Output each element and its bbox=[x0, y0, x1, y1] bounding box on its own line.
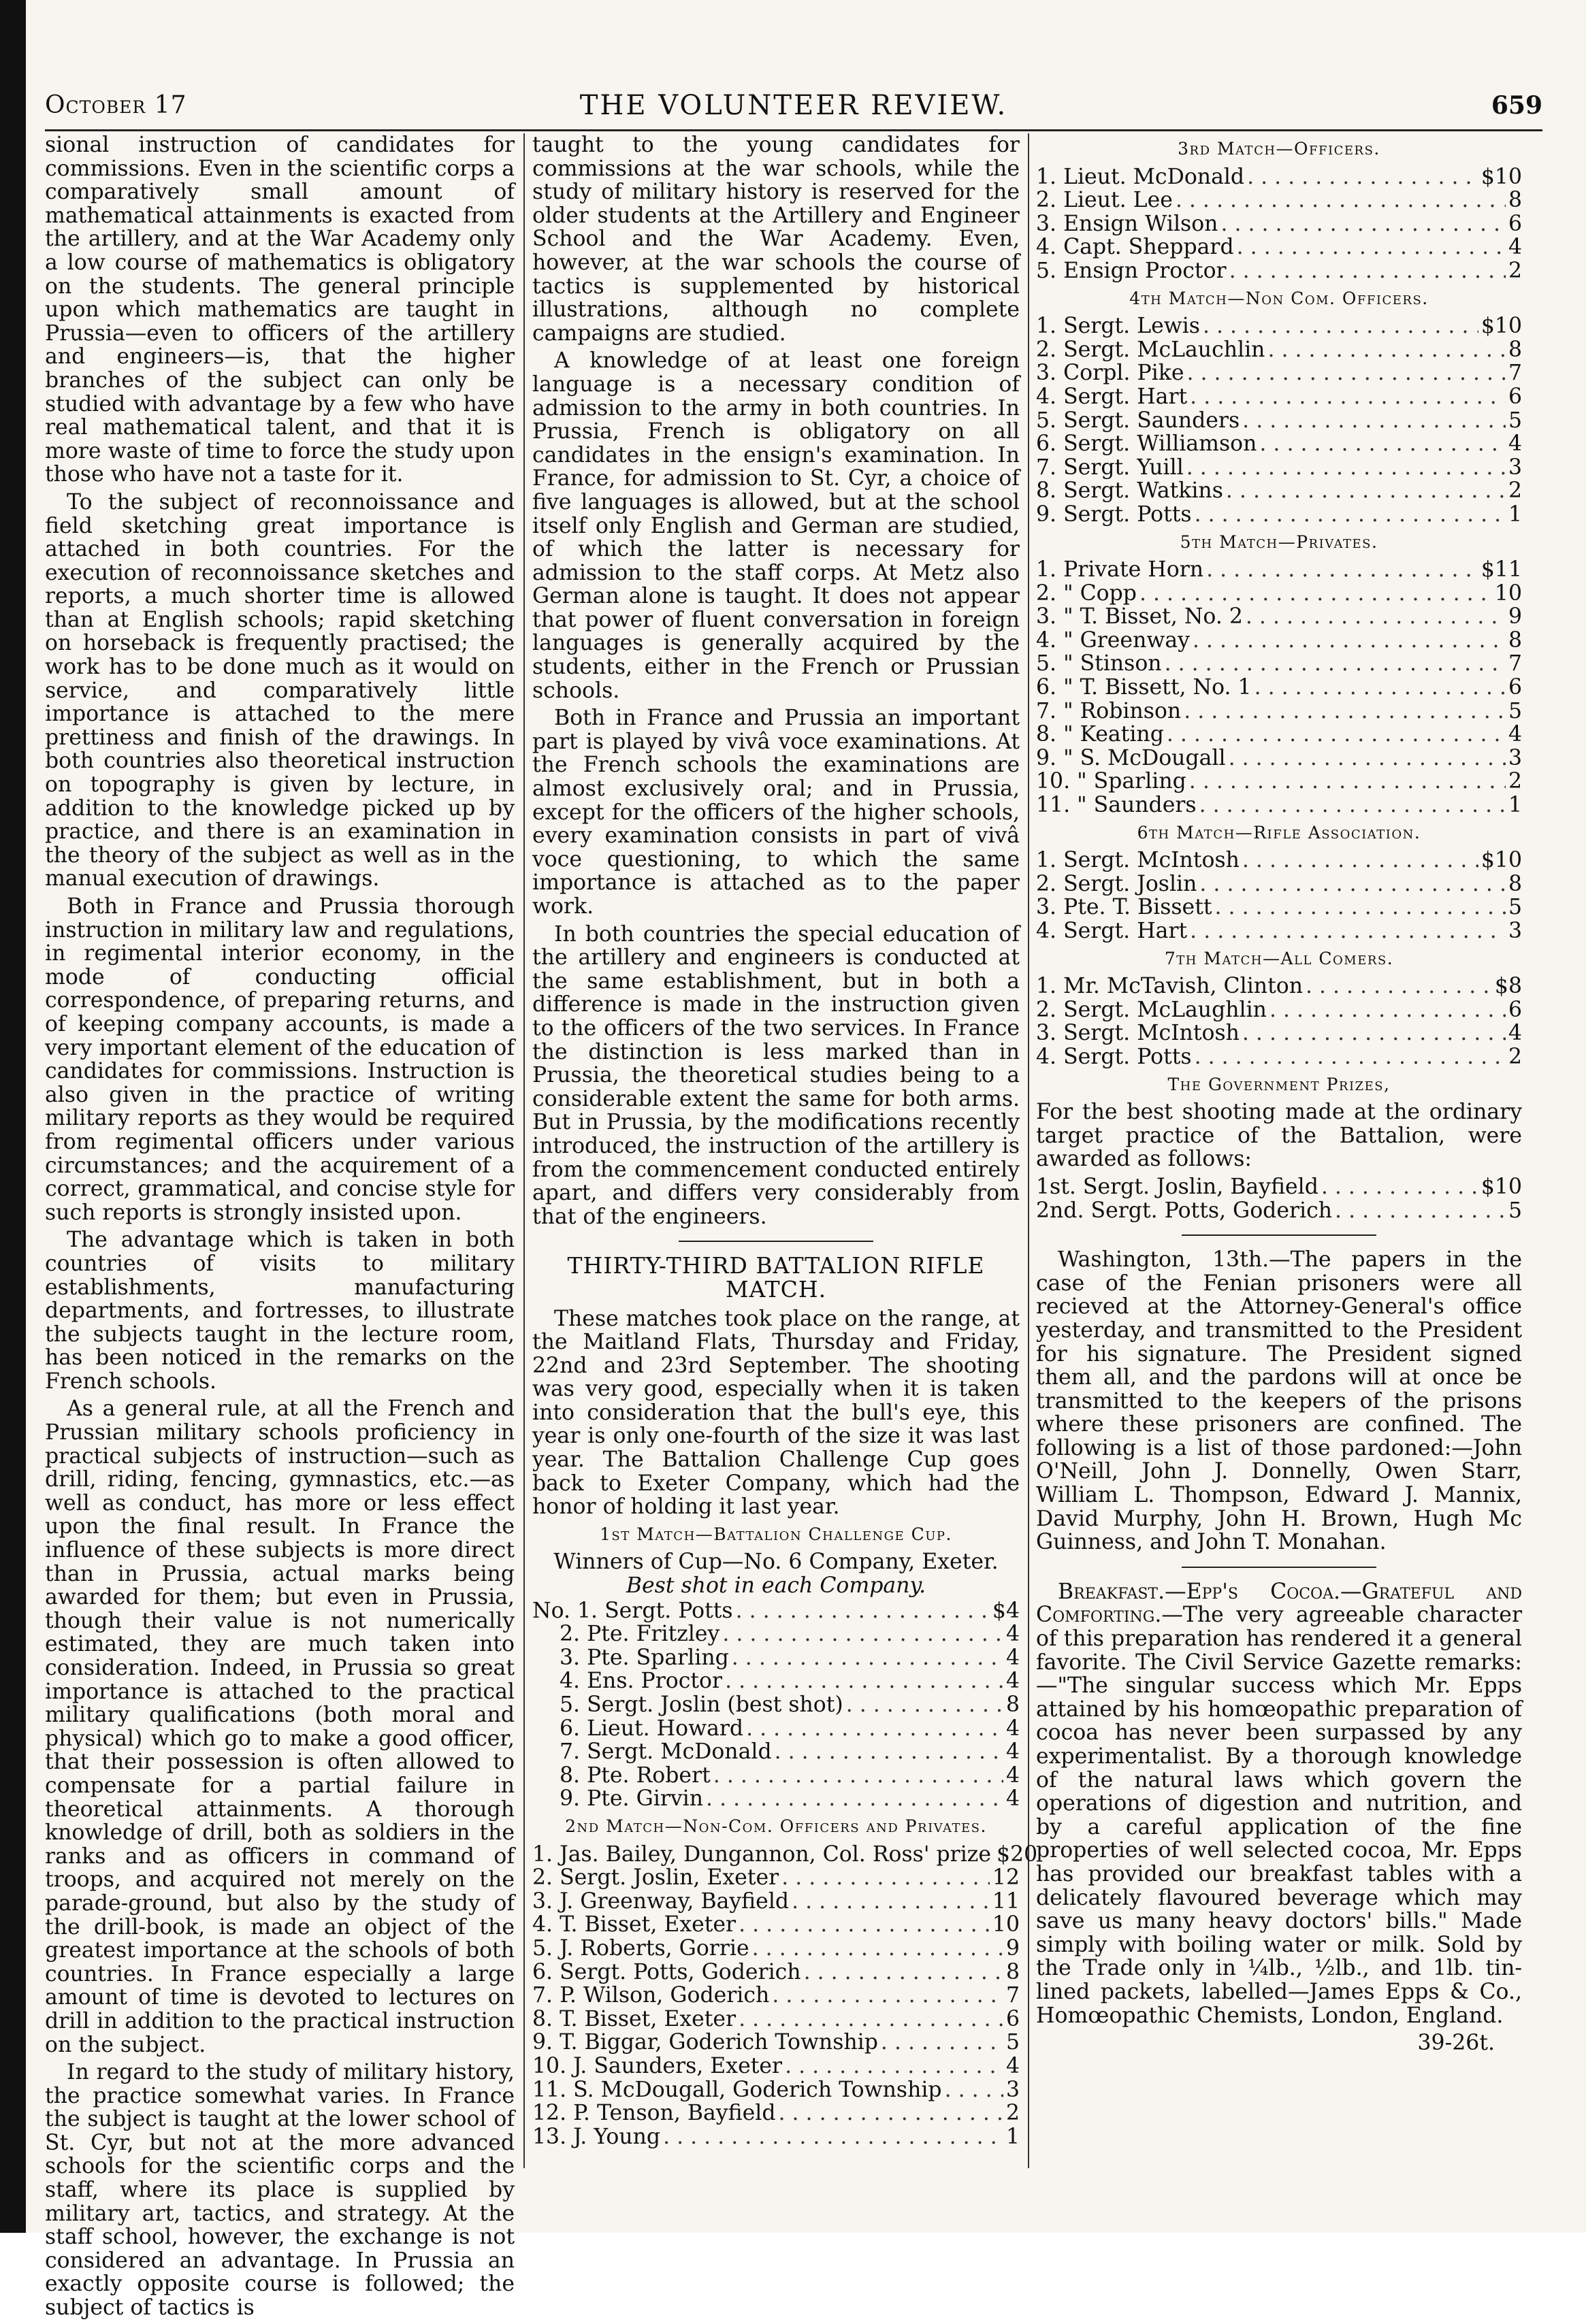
match-3-results bbox=[1036, 165, 1522, 283]
prize-amount: 4 bbox=[1005, 1786, 1020, 1812]
match-5-title: 5th Match—Privates. bbox=[1180, 531, 1378, 552]
competitor-name: 4. Sergt. Hart bbox=[1036, 384, 1188, 409]
match-3-title: 3rd Match—Officers. bbox=[1178, 139, 1380, 159]
header-title: THE VOLUNTEER REVIEW. bbox=[579, 90, 1008, 121]
prize-amount: 7 bbox=[1508, 361, 1522, 386]
prize-amount: 9 bbox=[1005, 1935, 1020, 1961]
result-row bbox=[532, 1937, 1020, 1961]
competitor-name: 6. " T. Bissett, No. 1 bbox=[1036, 675, 1252, 700]
competitor-name: 4. Sergt. Hart bbox=[1036, 919, 1188, 943]
result-row bbox=[532, 1693, 1020, 1717]
article-paragraph: In both countries the special education of the artillery and engineers is conducted at the same establishment, but in both a difference is made in the instruction given to the officers of the two services. In France the distinction is less marked than in Prussia, the theoretical studies being to a considerable extent the same for both arms. But in Prussia, by the modifications recently introduced, the instruction of the artillery is from the commencement conducted entirely apart, and differs very considerably from that of the engineers. bbox=[532, 921, 1020, 1229]
prize-amount: 6 bbox=[1508, 675, 1522, 700]
leader-dots bbox=[1247, 165, 1478, 189]
result-row bbox=[532, 1764, 1020, 1788]
competitor-name: 6. Lieut. Howard bbox=[560, 1716, 744, 1741]
leader-dots bbox=[1226, 479, 1506, 503]
leader-dots bbox=[1242, 409, 1506, 433]
competitor-name: 2. Sergt. McLaughlin bbox=[1036, 997, 1267, 1022]
competitor-name: 1st. Sergt. Joslin, Bayfield bbox=[1036, 1174, 1318, 1199]
leader-dots bbox=[1255, 676, 1506, 700]
leader-dots bbox=[1139, 582, 1492, 606]
result-row bbox=[1036, 872, 1522, 896]
section-divider bbox=[1182, 1234, 1376, 1236]
match-1-results bbox=[532, 1599, 1020, 1811]
leader-dots bbox=[1186, 456, 1506, 480]
competitor-name: 3. Pte. T. Bissett bbox=[1036, 895, 1212, 920]
competitor-name: 1. Mr. McTavish, Clinton bbox=[1036, 974, 1303, 999]
competitor-name: 3. Pte. Sparling bbox=[560, 1645, 729, 1670]
prize-amount: 8 bbox=[1005, 1959, 1020, 1984]
leader-dots bbox=[736, 1599, 990, 1623]
competitor-name: 6. Sergt. Williamson bbox=[1036, 431, 1257, 457]
result-row bbox=[1036, 896, 1522, 919]
competitor-name: 4. T. Bisset, Exeter bbox=[532, 1912, 737, 1937]
prize-amount: 7 bbox=[1005, 1983, 1020, 2008]
competitor-name: 5. Sergt. Saunders bbox=[1036, 408, 1240, 433]
leader-dots bbox=[1189, 770, 1506, 793]
leader-dots bbox=[713, 1764, 1003, 1788]
result-row bbox=[1036, 849, 1522, 872]
competitor-name: 5. " Stinson bbox=[1036, 651, 1162, 676]
prize-amount: 5 bbox=[1508, 895, 1522, 920]
competitor-name: 7. Sergt. Yuill bbox=[1036, 455, 1184, 480]
match-6-title: 6th Match—Rifle Association. bbox=[1137, 822, 1421, 842]
result-row bbox=[1036, 770, 1522, 793]
prize-amount: 2 bbox=[1508, 258, 1522, 283]
scan-edge bbox=[0, 0, 26, 2233]
leader-dots bbox=[1190, 919, 1506, 943]
leader-dots bbox=[781, 1866, 990, 1890]
result-row bbox=[1036, 558, 1522, 582]
leader-dots bbox=[706, 1787, 1003, 1811]
competitor-name: 9. Sergt. Potts bbox=[1036, 502, 1192, 527]
leader-dots bbox=[1167, 723, 1506, 747]
article-paragraph: sional instruction of candidates for commissions. Even in the scientific corps a comparatively small amount of mathematical attainments is exacted from the artillery, and at the War Academy only a low course of mathematics is obligatory on the students. The general principle upon which mathematics are taught in Prussia—even to officers of the artillery and engineers—is, that the higher branches of the subject can only be studied with advantage by a few who have real mathematical talent, and that it is more waste of time to force the study upon those who have not a taste for it. bbox=[45, 133, 515, 487]
prize-amount: 4 bbox=[1005, 1739, 1020, 1765]
result-row bbox=[1036, 189, 1522, 212]
prize-amount: 8 bbox=[1005, 1692, 1020, 1717]
result-row bbox=[1036, 793, 1522, 817]
prize-amount: 2 bbox=[1508, 478, 1522, 504]
result-row bbox=[1036, 582, 1522, 606]
competitor-name: 5. J. Roberts, Gorrie bbox=[532, 1935, 749, 1961]
competitor-name: 7. P. Wilson, Goderich bbox=[532, 1983, 770, 2008]
competitor-name: 7. Sergt. McDonald bbox=[560, 1739, 772, 1765]
result-row bbox=[532, 2008, 1020, 2031]
prize-amount: 8 bbox=[1508, 871, 1522, 896]
result-row bbox=[532, 1622, 1020, 1646]
prize-amount: 5 bbox=[1508, 1198, 1522, 1223]
leader-dots bbox=[1186, 361, 1505, 385]
competitor-name: 2. Sergt. Joslin bbox=[1036, 871, 1197, 896]
prize-amount: 8 bbox=[1508, 337, 1522, 362]
result-row bbox=[532, 1961, 1020, 1984]
section-divider bbox=[1182, 1567, 1376, 1568]
leader-dots bbox=[1206, 558, 1478, 582]
prize-amount: 4 bbox=[1005, 2053, 1020, 2078]
match-7-results bbox=[1036, 975, 1522, 1068]
leader-dots bbox=[1237, 235, 1506, 259]
prize-amount: 5 bbox=[1005, 2030, 1020, 2055]
competitor-name: 2. Pte. Fritzley bbox=[560, 1622, 720, 1647]
leader-dots bbox=[779, 2101, 1003, 2125]
leader-dots bbox=[1176, 189, 1506, 212]
leader-dots bbox=[1259, 432, 1506, 456]
leader-dots bbox=[1242, 849, 1478, 872]
washington-news: Washington, 13th.—The papers in the case of the Fenian prisoners were all recieved at the Attorney-General's office yesterday, and transmitted to the President for his signature. The President signed them all, and the pardons will at once be transmitted to the keepers of the prisons where these prisoners are confined. The following is a list of those pardoned:—John O'Neill, John J. Donnelly, Owen Starr, William L. Thompson, Edward J. Mannix, David Murphy, John H. Brown, Hugh Mc Guinness, and John T. Monahan. bbox=[1036, 1247, 1522, 1555]
leader-dots bbox=[1335, 1199, 1506, 1223]
prize-amount: 4 bbox=[1508, 722, 1522, 747]
page-header bbox=[45, 87, 1542, 131]
article-paragraph: Both in France and Prussia thorough instruction in military law and regulations, in regimental interior economy, in the mode of conducting official correspondence, of preparing returns, and of keeping company accounts, is made a very important element of the education of candidates for commissions. Instruction is also given in the practice of writing military reports as they would be required from regimental officers under various circumstances; and the acquirement of a correct, grammatical, and concise style for such reports is strongly insisted upon. bbox=[45, 894, 515, 1225]
match-intro: These matches took place on the range, at the Maitland Flats, Thursday and Friday, 22nd and 23rd September. The shooting was very good, especially when it is taken into consideration that the bull's eye, this year is only one-fourth of the size it was last year. The Battalion Challenge Cup goes back to Exeter Company, which had the honor of holding it last year. bbox=[532, 1306, 1020, 1520]
prize-amount: 10 bbox=[1494, 580, 1522, 606]
leader-dots bbox=[752, 1937, 1003, 1961]
competitor-name: 4. Ens. Proctor bbox=[560, 1669, 723, 1694]
result-row bbox=[1036, 919, 1522, 943]
article-paragraph: A knowledge of at least one foreign language is a necessary condition of admission to the army in both countries. In Prussia, French is obligatory on all candidates in the ensign's examination. In France, for admission to St. Cyr, a choice of five languages is allowed, but at the school itself only English and German are studied, of which the latter is necessary for admission to the staff corps. At Metz also German alone is taught. It does not appear that power of fluent conversation in foreign languages is generally acquired by the students, either in the French or Prussian schools. bbox=[532, 348, 1020, 703]
prize-amount: 2 bbox=[1508, 1044, 1522, 1069]
result-row bbox=[532, 2078, 1020, 2102]
leader-dots bbox=[1246, 605, 1506, 629]
leader-dots bbox=[1199, 793, 1506, 817]
result-row bbox=[532, 1842, 1038, 1867]
competitor-name: 3. Corpl. Pike bbox=[1036, 361, 1184, 386]
prize-amount: 8 bbox=[1508, 188, 1522, 213]
result-row bbox=[1036, 998, 1522, 1022]
competitor-name: 7. " Robinson bbox=[1036, 698, 1182, 723]
result-row bbox=[1036, 165, 1522, 189]
result-row bbox=[532, 1890, 1020, 1914]
cocoa-advertisement bbox=[1036, 1580, 1522, 2027]
government-prizes-intro: For the best shooting made at the ordinary target practice of the Battalion, were awarded as follows: bbox=[1036, 1100, 1522, 1172]
competitor-name: 9. " S. McDougall bbox=[1036, 745, 1226, 770]
leader-dots bbox=[804, 1961, 1003, 1984]
prize-amount: 3 bbox=[1508, 455, 1522, 480]
section-divider bbox=[679, 1241, 873, 1242]
leader-dots bbox=[1229, 259, 1506, 283]
result-row bbox=[1036, 676, 1522, 700]
prize-amount: $10 bbox=[1480, 848, 1522, 873]
leader-dots bbox=[1242, 1021, 1506, 1045]
prize-amount: 1 bbox=[1005, 2124, 1020, 2149]
prize-amount: 10 bbox=[992, 1912, 1020, 1937]
leader-dots bbox=[1269, 998, 1506, 1022]
leader-dots bbox=[1199, 872, 1506, 896]
column-1 bbox=[45, 133, 515, 2324]
result-row bbox=[1036, 1175, 1522, 1199]
competitor-name: 3. Sergt. McIntosh bbox=[1036, 1021, 1240, 1046]
leader-dots bbox=[1190, 385, 1506, 409]
leader-dots bbox=[1193, 629, 1506, 653]
competitor-name: 12. P. Tenson, Bayfield bbox=[532, 2101, 776, 2126]
prize-amount: 6 bbox=[1508, 384, 1522, 409]
result-row bbox=[1036, 385, 1522, 409]
prize-amount: 4 bbox=[1005, 1716, 1020, 1741]
leader-dots bbox=[739, 2008, 1003, 2031]
result-row bbox=[1036, 605, 1522, 629]
prize-amount: 6 bbox=[1508, 997, 1522, 1022]
competitor-name: 2nd. Sergt. Potts, Goderich bbox=[1036, 1198, 1333, 1223]
leader-dots bbox=[663, 2125, 1003, 2149]
result-row bbox=[1036, 432, 1522, 456]
column-2 bbox=[532, 133, 1038, 2153]
result-row bbox=[532, 1913, 1020, 1937]
prize-amount: 5 bbox=[1508, 698, 1522, 723]
result-row bbox=[1036, 629, 1522, 653]
competitor-name: 3. Ensign Wilson bbox=[1036, 211, 1218, 236]
match-4-title: 4th Match—Non Com. Officers. bbox=[1129, 288, 1429, 308]
competitor-name: 6. Sergt. Potts, Goderich bbox=[532, 1959, 801, 1984]
competitor-name: 11. S. McDougall, Goderich Township bbox=[532, 2077, 942, 2102]
competitor-name: 11. " Saunders bbox=[1036, 793, 1197, 818]
competitor-name: 1. Private Horn bbox=[1036, 557, 1204, 583]
prize-amount: $10 bbox=[1480, 1174, 1522, 1199]
prize-amount: 6 bbox=[1005, 2006, 1020, 2031]
prize-amount: 1 bbox=[1508, 793, 1522, 818]
prize-amount: 4 bbox=[1508, 431, 1522, 457]
result-row bbox=[532, 2125, 1020, 2149]
prize-amount: 3 bbox=[1508, 745, 1522, 770]
prize-amount: $20 bbox=[997, 1842, 1038, 1867]
leader-dots bbox=[1229, 747, 1506, 770]
result-row bbox=[1036, 212, 1522, 236]
result-row bbox=[532, 1787, 1020, 1811]
competitor-name: 2. Sergt. Joslin, Exeter bbox=[532, 1865, 779, 1891]
result-row bbox=[1036, 975, 1522, 998]
advert-lead: Breakfast.—Epp's Cocoa.—Grateful and Comforting. bbox=[1036, 1579, 1522, 1628]
result-row bbox=[1036, 723, 1522, 747]
prize-amount: $4 bbox=[992, 1598, 1020, 1623]
leader-dots bbox=[772, 1984, 1003, 2008]
government-prizes-results bbox=[1036, 1175, 1522, 1222]
prize-amount: $8 bbox=[1494, 974, 1522, 999]
result-row bbox=[1036, 235, 1522, 259]
result-row bbox=[1036, 700, 1522, 723]
leader-dots bbox=[945, 2078, 1003, 2102]
competitor-name: 13. J. Young bbox=[532, 2124, 661, 2149]
competitor-name: 8. Pte. Robert bbox=[560, 1763, 711, 1788]
prize-amount: 11 bbox=[992, 1888, 1020, 1914]
competitor-name: 2. Sergt. McLauchlin bbox=[1036, 337, 1265, 362]
result-row bbox=[532, 1740, 1020, 1764]
result-row bbox=[532, 2031, 1020, 2055]
prize-amount: 2 bbox=[1508, 769, 1522, 794]
result-row bbox=[1036, 361, 1522, 385]
competitor-name: 4. " Greenway bbox=[1036, 627, 1190, 653]
government-prizes-title: The Government Prizes, bbox=[1167, 1074, 1391, 1094]
competitor-name: 8. T. Bisset, Exeter bbox=[532, 2006, 737, 2031]
prize-amount: 6 bbox=[1508, 211, 1522, 236]
competitor-name: 8. " Keating bbox=[1036, 722, 1164, 747]
match-1-note: Best shot in each Company. bbox=[626, 1573, 926, 1599]
prize-amount: 8 bbox=[1508, 627, 1522, 653]
match-2-title: 2nd Match—Non-Com. Officers and Privates. bbox=[565, 1816, 987, 1836]
column-3 bbox=[1036, 133, 1522, 2055]
prize-amount: 2 bbox=[1005, 2101, 1020, 2126]
competitor-name: No. 1. Sergt. Potts bbox=[532, 1598, 733, 1623]
competitor-name: 9. T. Biggar, Goderich Township bbox=[532, 2030, 878, 2055]
result-row bbox=[1036, 747, 1522, 770]
competitor-name: 10. J. Saunders, Exeter bbox=[532, 2053, 783, 2078]
article-paragraph: Both in France and Prussia an important part is played by vivâ voce examinations. At the French schools the examinations are almost exclusively oral; and in Prussia, except for the officers of the higher schools, every examination consists in part of vivâ voce questioning, to which the same importance is attached as to the paper work. bbox=[532, 706, 1020, 919]
article-paragraph: The advantage which is taken in both countries of visits to military establishments, manufacturing departments, and fortresses, to illustrate the subjects taught in the lecture room, has been noticed in the remarks on the French schools. bbox=[45, 1228, 515, 1394]
prize-amount: 4 bbox=[1508, 1021, 1522, 1046]
match-6-results bbox=[1036, 849, 1522, 943]
leader-dots bbox=[722, 1622, 1003, 1646]
leader-dots bbox=[1220, 212, 1506, 236]
header-page-number: 659 bbox=[1491, 91, 1542, 120]
article-paragraph: As a general rule, at all the French and Prussian military schools proficiency in practical subjects of instruction—such as drill, riding, fencing, gymnastics, etc.—as well as conduct, has more or less effect upon the final result. In France the influence of these subjects is more direct than in Prussia, actual marks being awarded for them; but even in Prussia, though their value is not numerically estimated, they are much taken into consideration. Indeed, in Prussia so great importance is attached to the practical military qualifications (both moral and physical) which go to make a good officer, that their possession is often allowed to compensate for a partial failure in theoretical attainments. A thorough knowledge of drill, both as soldiers in the ranks and as officers in command of troops, and acquired not merely on the parade-ground, but also by the study of the drill-book, is made an object of the greatest importance at the schools of both countries. In France especially a large amount of time is devoted to lectures on drill in addition to the practical instruction on the subject. bbox=[45, 1396, 515, 2057]
prize-amount: 4 bbox=[1005, 1645, 1020, 1670]
match-7-title: 7th Match—All Comers. bbox=[1164, 948, 1394, 968]
competitor-name: 4. Sergt. Potts bbox=[1036, 1044, 1192, 1069]
leader-dots bbox=[725, 1669, 1003, 1693]
result-row bbox=[1036, 456, 1522, 480]
competitor-name: 1. Lieut. McDonald bbox=[1036, 164, 1245, 189]
competitor-name: 10. " Sparling bbox=[1036, 769, 1186, 794]
result-row bbox=[532, 1599, 1020, 1623]
match-2-results bbox=[532, 1842, 1038, 2149]
result-row bbox=[532, 2055, 1020, 2078]
competitor-name: 1. Jas. Bailey, Dungannon, Col. Ross' prize bbox=[532, 1842, 992, 1867]
result-row bbox=[532, 1669, 1020, 1693]
header-date: October 17 bbox=[45, 91, 187, 119]
prize-amount: 5 bbox=[1508, 408, 1522, 433]
match-4-results bbox=[1036, 314, 1522, 526]
result-row bbox=[1036, 314, 1522, 338]
advert-id: 39-26t. bbox=[1417, 2031, 1495, 2056]
competitor-name: 2. " Copp bbox=[1036, 580, 1137, 606]
competitor-name: 1. Sergt. Lewis bbox=[1036, 314, 1200, 339]
prize-amount: 3 bbox=[1508, 919, 1522, 943]
competitor-name: 4. Capt. Sheppard bbox=[1036, 235, 1234, 260]
result-row bbox=[1036, 1199, 1522, 1223]
competitor-name: 2. Lieut. Lee bbox=[1036, 188, 1173, 213]
prize-amount: 1 bbox=[1508, 502, 1522, 527]
leader-dots bbox=[732, 1646, 1003, 1670]
result-row bbox=[532, 2101, 1020, 2125]
leader-dots bbox=[846, 1693, 1003, 1717]
prize-amount: 4 bbox=[1005, 1622, 1020, 1647]
match-title: THIRTY-THIRD BATTALION RIFLE MATCH. bbox=[567, 1252, 985, 1303]
advert-body: —The very agreeable character of this preparation has rendered it a general favorite. The Civil Service Gazette remarks:—"The singular success which Mr. Epps attained by his homœopathic preparation of cocoa has never been surpassed by any experimentalist. By a thorough knowledge of the natural laws which govern the operations of digestion and nutrition, and by a careful application of the fine properties of well selected cocoa, Mr. Epps has provided our breakfast tables with a delicately flavoured beverage which may save us many heavy doctors' bills." Made simply with boiling water or milk. Sold by the Trade only in ¼lb., ½lb., and 1lb. tin-lined packets, labelled—James Epps & Co., Homœopathic Chemists, London, England. bbox=[1036, 1603, 1522, 2028]
result-row bbox=[1036, 1021, 1522, 1045]
result-row bbox=[532, 1866, 1020, 1890]
leader-dots bbox=[1195, 1045, 1506, 1069]
competitor-name: 5. Ensign Proctor bbox=[1036, 258, 1227, 283]
column-rule bbox=[523, 133, 525, 2168]
leader-dots bbox=[792, 1890, 990, 1914]
competitor-name: 9. Pte. Girvin bbox=[560, 1786, 704, 1812]
result-row bbox=[1036, 259, 1522, 283]
prize-amount: 12 bbox=[992, 1865, 1020, 1891]
result-row bbox=[1036, 652, 1522, 676]
article-paragraph: taught to the young candidates for commissions at the war schools, while the study of military history is reserved for the older students at the Artillery and Engineer School and the War Academy. Even, however, at the war schools the course of tactics is supplemented by historical illustrations, although no complete campaigns are studied. bbox=[532, 133, 1020, 346]
result-row bbox=[1036, 338, 1522, 362]
leader-dots bbox=[739, 1913, 990, 1937]
result-row bbox=[1036, 1045, 1522, 1069]
prize-amount: 4 bbox=[1005, 1763, 1020, 1788]
leader-dots bbox=[775, 1740, 1003, 1764]
result-row bbox=[532, 1984, 1020, 2008]
leader-dots bbox=[1306, 975, 1492, 998]
leader-dots bbox=[1203, 314, 1478, 338]
article-paragraph: To the subject of reconnoissance and field sketching great importance is attached in both countries. For the execution of reconnoissance sketches and reports, a much shorter time is allowed than at English schools; rapid sketching on horseback is frequently practised; the work has to be done much as it would on service, and comparatively little importance is attached to the mere prettiness and finish of the drawings. In both countries also theoretical instruction on topography is given by lecture, in addition to the knowledge picked up by practice, and there is an examination in the theory of the subject as well as in the manual execution of drawings. bbox=[45, 489, 515, 891]
prize-amount: 4 bbox=[1005, 1669, 1020, 1694]
match-5-results bbox=[1036, 558, 1522, 817]
leader-dots bbox=[1321, 1175, 1478, 1199]
competitor-name: 3. " T. Bisset, No. 2 bbox=[1036, 604, 1243, 629]
result-row bbox=[532, 1717, 1020, 1741]
article-paragraph: In regard to the study of military history, the practice somewhat varies. In France the subject is taught at the lower school of St. Cyr, but not at the more advanced schools for the scientific corps and the staff, where its place is supplied by military art, tactics, and strategy. At the staff school, however, the exchange is not considered an advantage. In Prussia an exactly opposite course is followed; the subject of tactics is bbox=[45, 2060, 515, 2321]
prize-amount: 9 bbox=[1508, 604, 1522, 629]
prize-amount: 4 bbox=[1508, 235, 1522, 260]
leader-dots bbox=[785, 2055, 1003, 2078]
prize-amount: $10 bbox=[1480, 164, 1522, 189]
leader-dots bbox=[746, 1717, 1003, 1741]
match-1-winners: Winners of Cup—No. 6 Company, Exeter. bbox=[553, 1550, 999, 1575]
leader-dots bbox=[1267, 338, 1506, 362]
prize-amount: 3 bbox=[1005, 2077, 1020, 2102]
result-row bbox=[1036, 409, 1522, 433]
result-row bbox=[532, 1646, 1020, 1670]
leader-dots bbox=[1215, 896, 1506, 919]
prize-amount: $11 bbox=[1480, 557, 1522, 583]
competitor-name: 1. Sergt. McIntosh bbox=[1036, 848, 1240, 873]
competitor-name: 5. Sergt. Joslin (best shot) bbox=[560, 1692, 843, 1717]
prize-amount: 7 bbox=[1508, 651, 1522, 676]
competitor-name: 3. J. Greenway, Bayfield bbox=[532, 1888, 790, 1914]
competitor-name: 8. Sergt. Watkins bbox=[1036, 478, 1223, 504]
prize-amount: $10 bbox=[1480, 314, 1522, 339]
leader-dots bbox=[1165, 652, 1506, 676]
leader-dots bbox=[881, 2031, 1003, 2055]
leader-dots bbox=[1184, 700, 1506, 723]
result-row bbox=[1036, 503, 1522, 527]
result-row bbox=[1036, 479, 1522, 503]
match-1-title: 1st Match—Battalion Challenge Cup. bbox=[600, 1524, 952, 1544]
leader-dots bbox=[1195, 503, 1506, 527]
